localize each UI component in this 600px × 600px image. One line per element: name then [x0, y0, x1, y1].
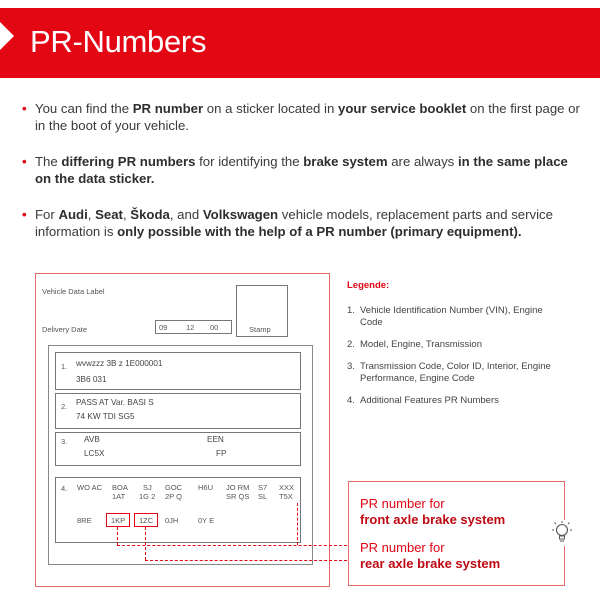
rear-brake-code: 1ZC: [139, 516, 154, 525]
bullet-dot-icon: •: [22, 101, 27, 116]
front-axle-label: front axle brake system: [360, 512, 506, 527]
transmission-code-text: AVB: [84, 435, 100, 444]
pr-code: SL: [258, 492, 268, 501]
date-day: 09: [159, 323, 168, 332]
interior-text: LC5X: [84, 449, 105, 458]
stamp-label: Stamp: [249, 325, 271, 334]
arrow-icon: [0, 22, 14, 50]
engine-transmission-text: 74 KW TDI SG5: [76, 412, 135, 421]
legend-title: Legende:: [347, 280, 390, 291]
bullet-item: • The differing PR numbers for identifying the brake system are always in the same place on the data sticker.: [22, 154, 568, 186]
front-connector-line: [117, 527, 118, 545]
row-number: 3.: [61, 437, 68, 446]
pr-code: 0JH: [165, 516, 179, 525]
pr-code: SJ: [143, 483, 152, 492]
engine-code-text: 3B6 031: [76, 375, 107, 384]
pr-code: 0Y E: [198, 516, 215, 525]
engine-performance-text: FP: [216, 449, 227, 458]
pr-code: T5X: [279, 492, 293, 501]
pr-code: S7: [258, 483, 268, 492]
pr-code: JO RM: [226, 483, 250, 492]
pr-code: 2P Q: [165, 492, 182, 501]
bullet-dot-icon: •: [22, 207, 27, 222]
data-row-1: [55, 352, 301, 390]
legend-item: 1. Vehicle Identification Number (VIN), Engine Code: [347, 305, 543, 328]
front-connector-line: [117, 545, 347, 546]
page-title: PR-Numbers: [30, 24, 207, 59]
pr-code: XXX: [279, 483, 295, 492]
front-axle-prefix: PR number for: [360, 496, 445, 511]
bullet-dot-icon: •: [22, 154, 27, 169]
pr-code: H6U: [198, 483, 214, 492]
bullet-list: [22, 100, 582, 259]
legend-item: 3. Transmission Code, Color ID, Interior, Engine Performance, Engine Code: [347, 361, 551, 384]
date-year: 00: [210, 323, 219, 332]
pr-code: GOC: [165, 483, 183, 492]
model-text: PASS AT Var. BASI S: [76, 398, 154, 407]
pr-code: SR QS: [226, 492, 250, 501]
header-banner: [0, 8, 600, 78]
legend-item: 4. Additional Features PR Numbers: [347, 395, 499, 406]
legend-item: 2. Model, Engine, Transmission: [347, 339, 482, 350]
row-number: 2.: [61, 402, 68, 411]
pr-code: 1AT: [112, 492, 126, 501]
pr-code: BOA: [112, 483, 128, 492]
rear-axle-label: rear axle brake system: [360, 556, 501, 571]
lightbulb-icon: [551, 520, 573, 546]
date-month: 12: [186, 323, 195, 332]
bullet-item: • You can find the PR number on a sticker located in your service booklet on the first page or in the boot of your vehicle.: [22, 101, 580, 133]
delivery-date-label: Delivery Date: [42, 325, 88, 334]
front-brake-code: 1KP: [111, 516, 126, 525]
row-number: 4.: [61, 484, 68, 493]
color-id-text: EEN: [207, 435, 224, 444]
pr-code: 1G 2: [139, 492, 156, 501]
connector-line: [297, 503, 298, 545]
rear-connector-line: [145, 527, 146, 560]
card-title: Vehicle Data Label: [42, 287, 105, 296]
legend-list: [347, 305, 562, 417]
pr-code: WO AC: [77, 483, 103, 492]
bullet-item: • For Audi, Seat, Škoda, and Volkswagen vehicle models, replacement parts and service information is only possible with the help of a PR number (primary equipment).: [22, 207, 553, 239]
pr-code: 8RE: [77, 516, 92, 525]
row-number: 1.: [61, 362, 68, 371]
rear-axle-prefix: PR number for: [360, 540, 445, 555]
rear-connector-line: [145, 560, 347, 561]
vin-text: wvwzzz 3B z 1E000001: [76, 359, 163, 368]
